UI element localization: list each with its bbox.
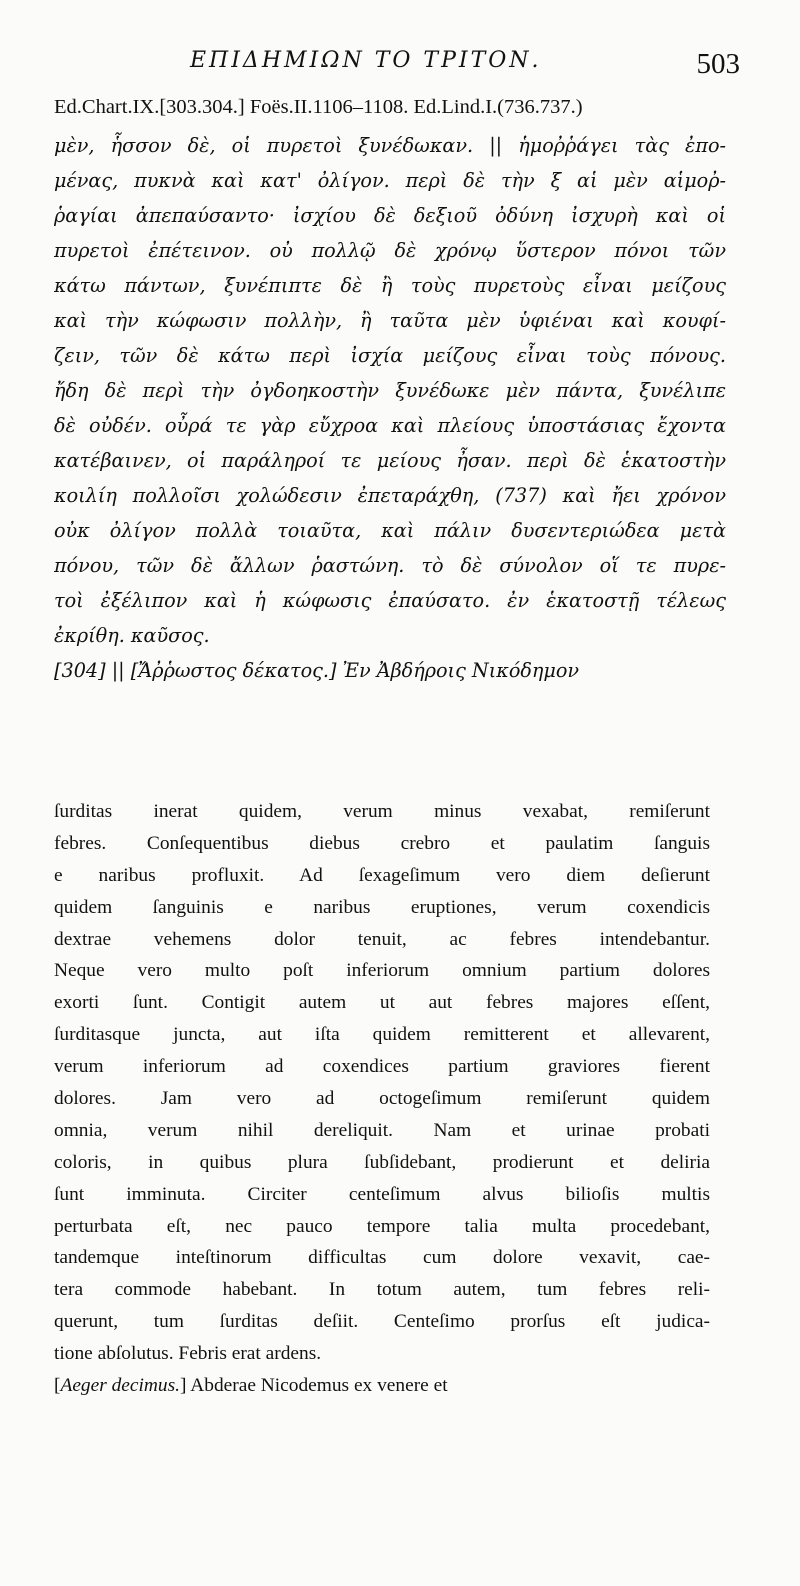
greek-line: καὶ τὴν κώφωσιν πολλὴν, ἢ ταῦτα μὲν ὑφιέναι καὶ κουφί- [54, 309, 726, 332]
latin-line: febres. Conſequentibus diebus crebro et paulatim ſanguis [54, 832, 710, 854]
latin-line: coloris, in quibus plura ſubſidebant, prodierunt et deliria [54, 1151, 710, 1173]
greek-line: μένας, πυκνὰ καὶ κατ' ὀλίγον. περὶ δὲ τὴν ξ αἱ μὲν αἱμοῤ- [54, 169, 726, 192]
bracket-open: [ [54, 1375, 61, 1397]
latin-line: omnia, verum nihil dereliquit. Nam et urinae probati [54, 1119, 710, 1141]
greek-line: κάτω πάντων, ξυνέπιπτε δὲ ἢ τοὺς πυρετοὺς εἶναι μείζους [54, 274, 726, 297]
greek-line: κατέβαινεν, οἱ παράληροί τε μείους ἦσαν. περὶ δὲ ἑκατοστὴν [54, 449, 726, 472]
latin-section-heading [54, 1370, 710, 1402]
bracket-close: ] [180, 1375, 187, 1397]
greek-text-block [54, 128, 726, 688]
latin-line: tione abſolutus. Febris erat ardens. [54, 1343, 322, 1365]
latin-line: Neque vero multo poſt inferiorum omnium partium dolores [54, 960, 710, 982]
greek-line: τοὶ ἐξέλιπον καὶ ἡ κώφωσις ἐπαύσατο. ἐν ἑκατοστῇ τέλεως [54, 589, 726, 612]
latin-line: tandemque inteſtinorum difficultas cum dolore vexavit, cae- [54, 1247, 710, 1269]
latin-line: e naribus profluxit. Ad ſexageſimum vero diem deſierunt [54, 864, 710, 886]
page-number: 503 [696, 48, 740, 80]
latin-line: ſunt imminuta. Circiter centeſimum alvus bilioſis multis [54, 1183, 710, 1205]
greek-line: ζειν, τῶν δὲ κάτω περὶ ἰσχία μείζους εἶναι τοὺς πόνους. [54, 344, 726, 367]
latin-line: dextrae vehemens dolor tenuit, ac febres intendebantur. [54, 928, 710, 950]
latin-line: perturbata eſt, nec pauco tempore talia multa procedebant, [54, 1215, 710, 1237]
latin-text-block [54, 796, 710, 1402]
latin-line: ſurditas inerat quidem, verum minus vexabat, remiſerunt [54, 801, 710, 822]
greek-line: κοιλίη πολλοῖσι χολώδεσιν ἐπεταράχθη, (737) καὶ ἤει χρόνον [54, 484, 726, 507]
case-title: Aeger decimus. [60, 1375, 181, 1397]
latin-line: querunt, tum ſurditas deſiit. Centeſimo prorſus eſt judica- [54, 1311, 710, 1333]
editions-reference: Ed.Chart.IX.[303.304.] Foës.II.1106–1108. Ed.Lind.I.(736.737.) [54, 96, 583, 118]
greek-line: οὐκ ὀλίγον πολλὰ τοιαῦτα, καὶ πάλιν δυσεντεριώδεα μετὰ [54, 519, 726, 542]
latin-line: ſurditasque juncta, aut iſta quidem remitterent et allevarent, [54, 1024, 710, 1046]
case-opening-text: Abderae Nicodemus ex venere et [186, 1375, 448, 1397]
running-head [70, 48, 740, 88]
greek-line: δὲ οὐδέν. οὖρά τε γὰρ εὔχροα καὶ πλείους ὑποστάσιας ἔχοντα [54, 414, 726, 437]
greek-line: πόνου, τῶν δὲ ἄλλων ῥαστώνη. τὸ δὲ σύνολον οἵ τε πυρε- [54, 554, 726, 577]
latin-line: tera commode habebant. In totum autem, tum febres reli- [54, 1279, 710, 1301]
greek-line: πυρετοὶ ἐπέτεινον. οὐ πολλῷ δὲ χρόνῳ ὕστερον πόνοι τῶν [54, 239, 726, 262]
latin-line: quidem ſanguinis e naribus eruptiones, verum coxendicis [54, 896, 710, 918]
section-divider [60, 760, 730, 761]
greek-line: ἤδη δὲ περὶ τὴν ὀγδοηκοστὴν ξυνέδωκε μὲν πάντα, ξυνέλιπε [54, 379, 726, 402]
greek-line: ῥαγίαι ἀπεπαύσαντο· ἰσχίου δὲ δεξιοῦ ὀδύνη ἰσχυρὴ καὶ οἱ [54, 204, 726, 227]
greek-section-heading: [304] || [Ἄῤῥωστος δέκατος.] Ἐν Ἀβδήροις Νικόδημον [54, 659, 580, 682]
greek-line: μὲν, ἧσσον δὲ, οἱ πυρετοὶ ξυνέδωκαν. || ἡμοῤῥάγει τὰς ἐπο- [54, 134, 726, 157]
latin-line: verum inferiorum ad coxendices partium graviores fierent [54, 1056, 710, 1078]
latin-line: exorti ſunt. Contigit autem ut aut febres majores eſſent, [54, 992, 710, 1014]
greek-line: ἐκρίθη. καῦσος. [54, 624, 210, 647]
running-title: ΕΠΙΔΗΜΙΩΝ ΤΟ ΤΡΙΤΟΝ. [190, 48, 542, 73]
latin-line: dolores. Jam vero ad octogeſimum remiſerunt quidem [54, 1088, 710, 1110]
